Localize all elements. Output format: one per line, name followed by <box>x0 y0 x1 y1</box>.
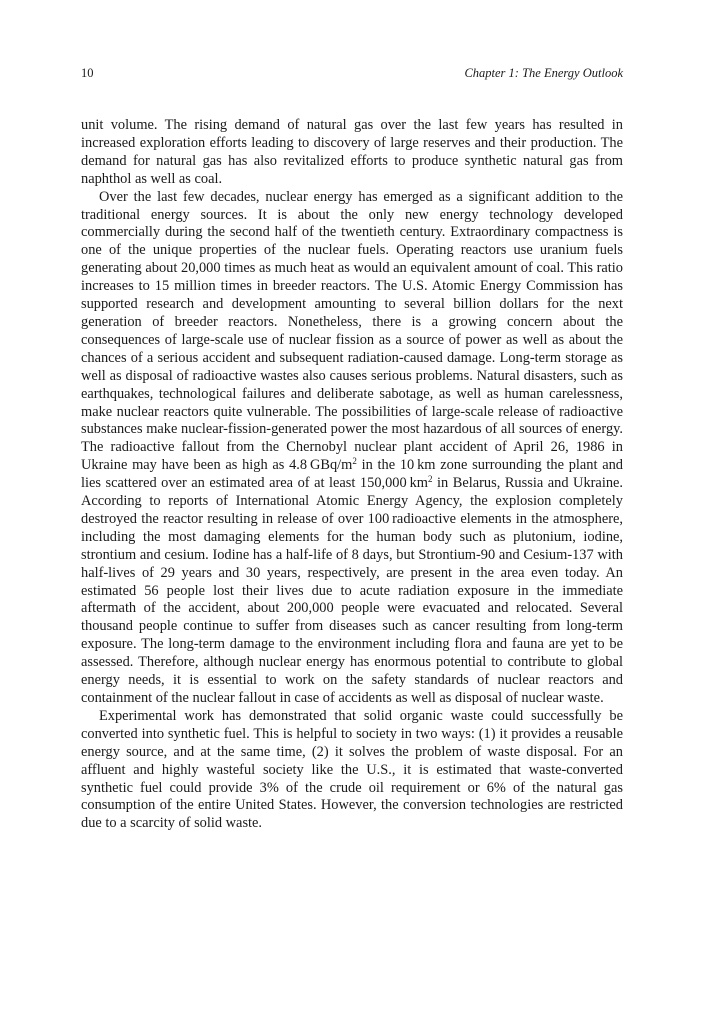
running-head <box>81 66 623 84</box>
body-text <box>81 117 623 833</box>
document-page <box>81 0 623 1024</box>
paragraph-nuclear-energy <box>81 189 623 708</box>
paragraph-natural-gas: unit volume. The rising demand of natural gas over the last few years has resulted in increased exploration efforts leading to discovery of large reserves and their production. The demand for natural gas has also revitalized efforts to produce synthetic natural gas from naphthol as well as coal. <box>81 117 623 187</box>
nuclear-text-part-3: in Belarus, Russia and Ukraine. According to reports of International Atomic Energy Agency, the explosion completely destroyed the reactor resulting in release of over 100 radioactive elements in the atmosphere, including the most damaging elements for the human body such as plutonium, iodine, strontium and cesium. Iodine has a half-life of 8 days, but Strontium-90 and Cesium-137 with half-lives of 29 years and 30 years, respectively, are present in the area even today. An estimated 56 people lost their lives due to acute radiation exposure in the immediate aftermath of the accident, about 200,000 people were evacuated and relocated. Several thousand people continue to suffer from diseases such as cancer resulting from long-term exposure. The long-term damage to the environment including flora and fauna are yet to be assessed. Therefore, although nuclear energy has enormous potential to contribute to global energy needs, it is essential to work on the safety standards of nuclear reactors and containment of the nuclear fallout in case of accidents as well as disposal of nuclear waste. <box>81 475 623 706</box>
superscript-squared: 2 <box>427 474 433 485</box>
page-number: 10 <box>81 66 94 80</box>
nuclear-text-part-1: Over the last few decades, nuclear energy has emerged as a significant addition to the traditional energy sources. It is about the only new energy technology developed commercially during the second half of the twentieth century. Extraordinary compactness is one of the unique properties of the nuclear fuels. Operating reactors use uranium fuels generating about 20,000 times as much heat as would an equivalent amount of coal. This ratio increases to 15 million times in breeder reactors. The U.S. Atomic Energy Commission has supported research and development amounting to several billion dollars for the next generation of breeder reactors. Nonetheless, there is a growing concern about the consequences of large-scale use of nuclear fission as a source of power as well as about the chances of a serious accident and subsequent radiation-caused damage. Long-term storage as well as disposal of radioactive wastes also causes serious problems. Natural disasters, such as earthquakes, technological failures and deliberate sabotage, as well as human carelessness, make nuclear reactors quite vulnerable. The possibilities of large-scale release of radioactive substances make nuclear-fission-generated power the most hazardous of all sources of energy. The radioactive fallout from the Chernobyl nuclear plant accident of April 26, 1986 in Ukraine may have been as high as 4.8 GBq/m <box>81 188 623 474</box>
chapter-title: Chapter 1: The Energy Outlook <box>464 66 623 80</box>
superscript-squared: 2 <box>352 456 357 467</box>
paragraph-synthetic-fuel: Experimental work has demonstrated that solid organic waste could successfully be converted into synthetic fuel. This is helpful to society in two ways: (1) it provides a reusable energy source, and at the same time, (2) it solves the problem of waste disposal. For an affluent and highly wasteful society like the U.S., it is estimated that waste-converted synthetic fuel could provide 3% of the crude oil requirement or 6% of the natural gas consumption of the entire United States. However, the conversion technologies are restricted due to a scarcity of solid waste. <box>81 707 623 832</box>
nuclear-text-part-2: in the 10 km zone surrounding the plant and lies scattered over an estimated area of at least 150,000 km <box>81 457 623 492</box>
